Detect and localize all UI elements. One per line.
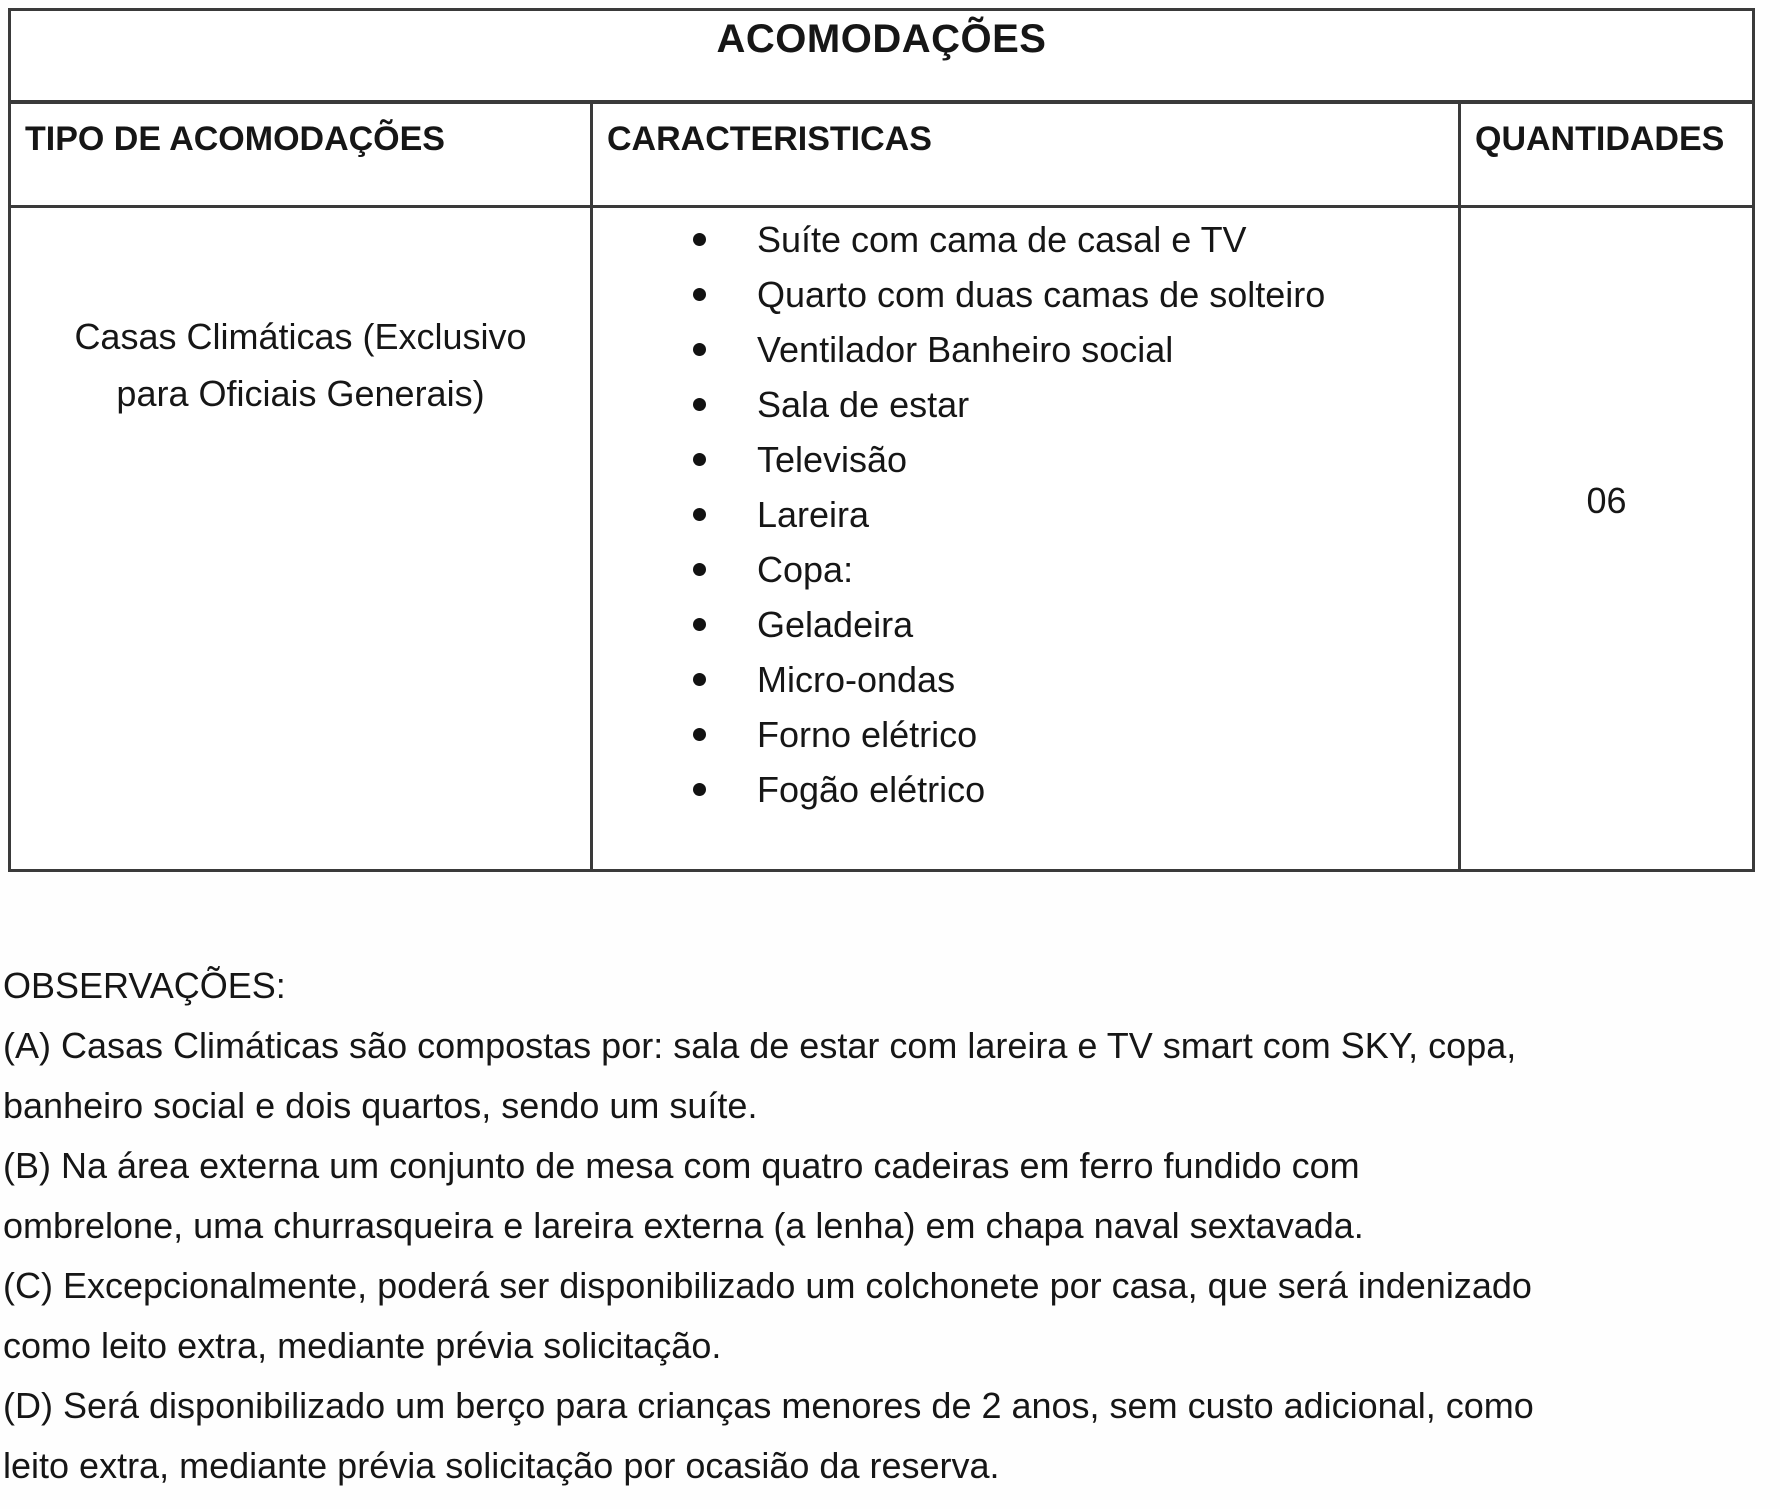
caracteristica-item-text: Quarto com duas camas de solteiro [757,274,1326,315]
bullet-icon [693,563,706,576]
caracteristica-item [593,377,1458,432]
bullet-icon [693,453,706,466]
bullet-icon [693,783,706,796]
bullet-icon [693,508,706,521]
bullet-icon [693,618,706,631]
bullet-icon [693,288,706,301]
caracteristica-item [593,542,1458,597]
caracteristica-item [593,322,1458,377]
caracteristica-item-text: Copa: [757,549,854,590]
caracteristica-item [593,762,1458,817]
bullet-icon [693,398,706,411]
header-tipo-de-acomodacoes: TIPO DE ACOMODAÇÕES [11,104,593,208]
caracteristica-item [593,212,1458,267]
cell-caracteristicas [593,208,1461,869]
caracteristica-item-text: Forno elétrico [757,714,978,755]
quantity-value: 06 [1586,480,1627,521]
observation-line: ombrelone, uma churrasqueira e lareira externa (a lenha) em chapa naval sextavada. [3,1205,1364,1246]
caracteristica-item [593,597,1458,652]
caracteristica-item-text: Geladeira [757,604,914,645]
accommodations-table [8,8,1755,872]
tipo-line: para Oficiais Generais) [116,373,485,414]
observation-line: banheiro social e dois quartos, sendo um suíte. [3,1085,758,1126]
bullet-icon [693,673,706,686]
tipo-line: Casas Climáticas (Exclusivo [74,316,527,357]
bullet-icon [693,233,706,246]
caracteristica-item [593,652,1458,707]
observation-line: como leito extra, mediante prévia solicitação. [3,1325,722,1366]
caracteristica-item [593,487,1458,542]
bullet-icon [693,343,706,356]
caracteristica-item-text: Sala de estar [757,384,970,425]
cell-quantidade [1461,208,1752,869]
caracteristicas-list [593,212,1458,817]
cell-tipo-de-acomodacao [11,208,593,869]
observation-line: (B) Na área externa um conjunto de mesa com quatro cadeiras em ferro fundido com [3,1145,1360,1186]
caracteristica-item-text: Lareira [757,494,870,535]
caracteristica-item [593,432,1458,487]
caracteristica-item-text: Fogão elétrico [757,769,986,810]
header-caracteristicas: CARACTERISTICAS [593,104,1461,208]
caracteristica-item-text: Micro-ondas [757,659,956,700]
observation-line: (A) Casas Climáticas são compostas por: sala de estar com lareira e TV smart com SKY, copa, [3,1025,1517,1066]
bullet-icon [693,728,706,741]
observations-heading: OBSERVAÇÕES: [3,965,286,1006]
caracteristica-item-text: Ventilador Banheiro social [757,329,1174,370]
observations-section [3,956,1534,1496]
header-quantidades: QUANTIDADES [1461,104,1752,208]
observations-lines [3,1016,1534,1496]
observation-line: (D) Será disponibilizado um berço para crianças menores de 2 anos, sem custo adicional, como [3,1385,1534,1426]
caracteristica-item-text: Televisão [757,439,908,480]
observation-line: leito extra, mediante prévia solicitação por ocasião da reserva. [3,1445,1000,1486]
caracteristica-item [593,707,1458,762]
caracteristica-item [593,267,1458,322]
observation-line: (C) Excepcionalmente, poderá ser disponibilizado um colchonete por casa, que será indenizado [3,1265,1532,1306]
table-title: ACOMODAÇÕES [11,11,1752,104]
caracteristica-item-text: Suíte com cama de casal e TV [757,219,1247,260]
